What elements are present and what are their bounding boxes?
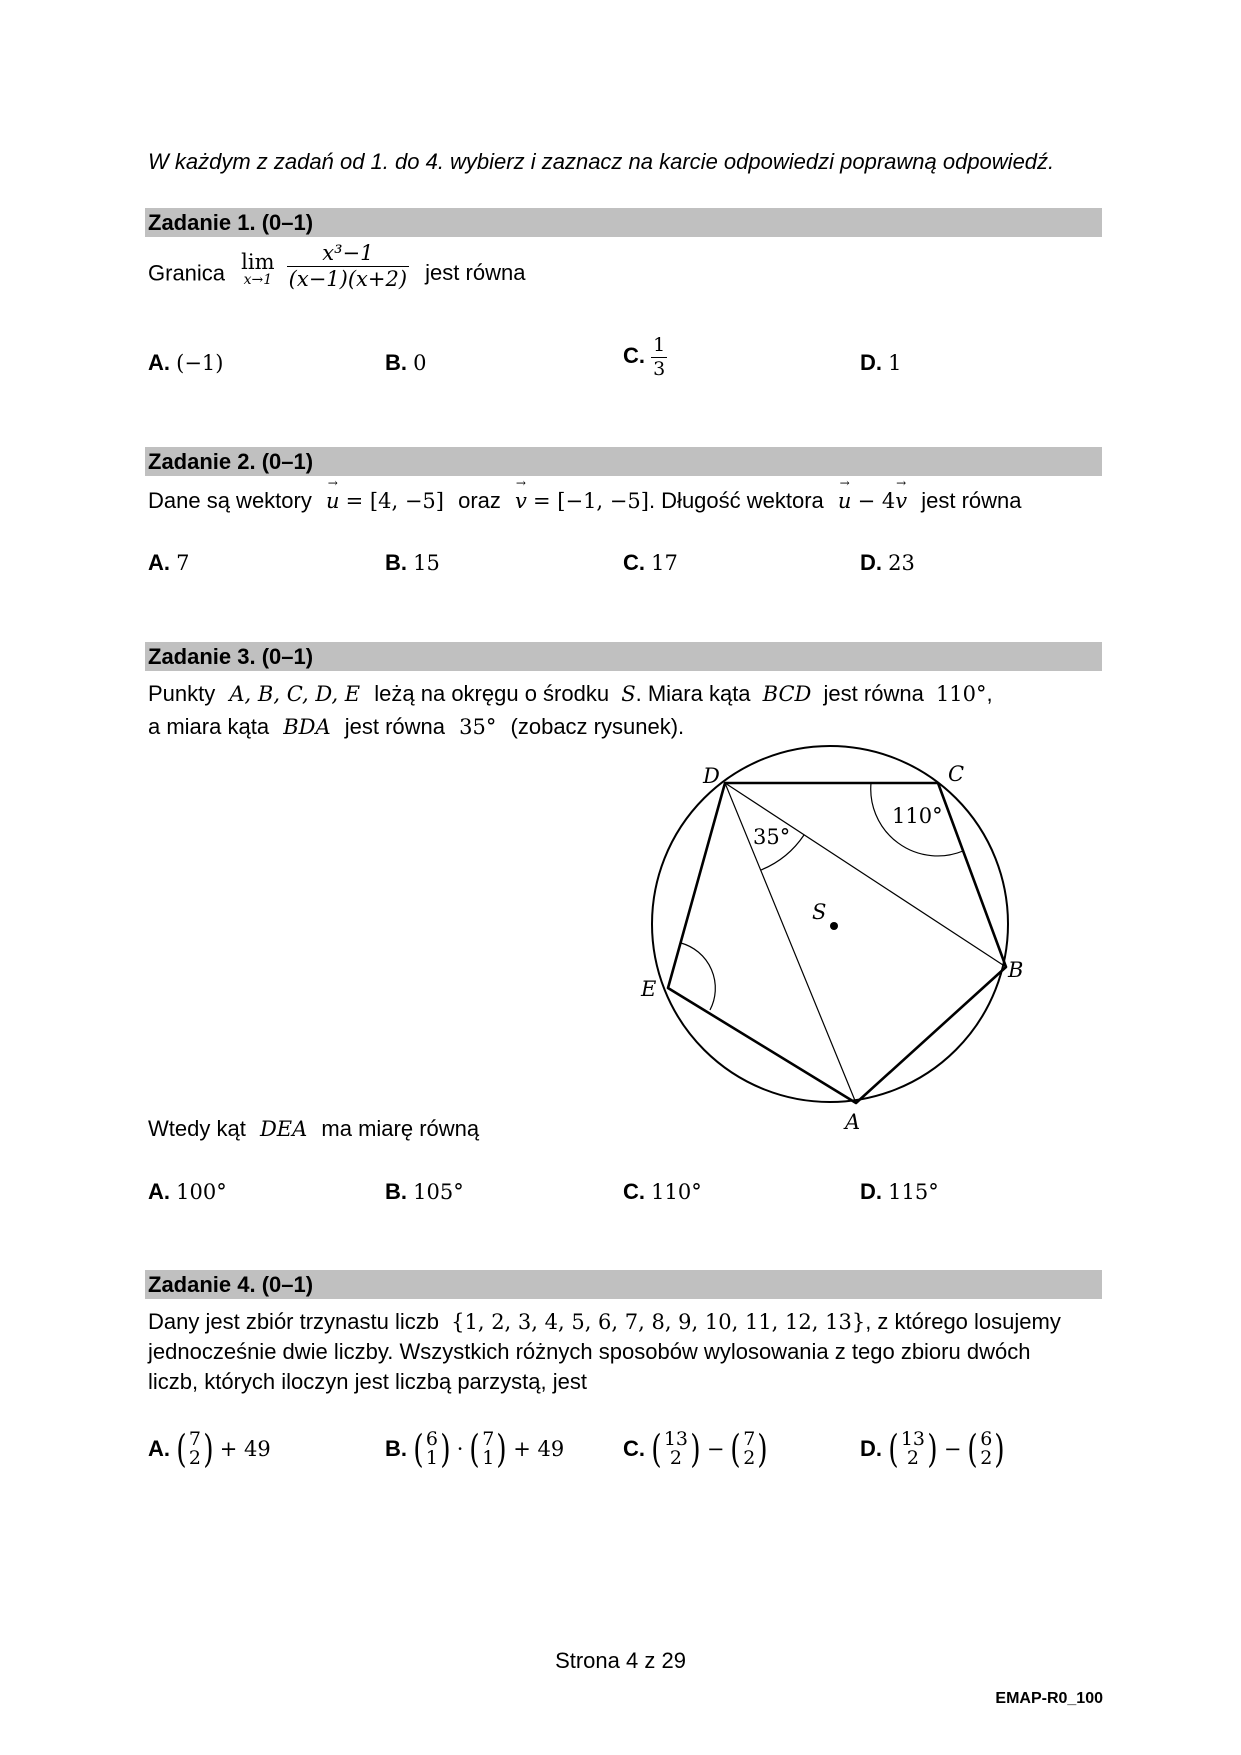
task-3-option-c: C. 110°: [623, 1179, 702, 1204]
limit-fraction: [287, 242, 409, 291]
task-1-prefix: Granica: [148, 260, 226, 286]
vector-v: v →: [515, 489, 527, 513]
vector-u-expr: u →: [838, 489, 852, 513]
task-4-option-d: D. ( 13 2 ) − ( 6 2 ): [860, 1430, 1007, 1468]
binomial: ( 7 2 ): [176, 1427, 214, 1471]
circumscribed-circle: [652, 746, 1008, 1102]
limit: [241, 252, 274, 288]
task-2-option-b: B. 15: [385, 550, 440, 575]
task-1-option-c: C. $\frac{1}{3}$: [623, 334, 666, 380]
fraction-denominator: (x−1)(x+2): [288, 267, 408, 292]
label-angle-bcd: 110°: [892, 804, 943, 828]
task-3-question: Wtedy kąt DEA ma miarę równą: [148, 1116, 480, 1141]
document-code: EMAP-R0_100: [995, 1690, 1103, 1707]
binomial: ( 6 1 ): [413, 1427, 451, 1471]
task-2-option-a: A. 7: [148, 550, 190, 575]
vector-u: u →: [326, 489, 340, 513]
task-2-header: Zadanie 2. (0–1): [145, 447, 1102, 476]
fraction-numerator: x³−1: [287, 242, 409, 267]
arc-angle-bcd: [871, 783, 963, 856]
vector-v-expr: v →: [895, 489, 907, 513]
diagonal-db: [725, 783, 1006, 967]
task-1-option-b: B. 0: [385, 350, 427, 375]
label-c: C: [948, 762, 965, 786]
label-s: S: [812, 900, 827, 924]
task-2-option-c: C. 17: [623, 550, 678, 575]
task-3-option-d: D. 115°: [860, 1179, 939, 1204]
task-4-line-3: liczb, których iloczyn jest liczbą parzystą, jest: [148, 1369, 587, 1394]
task-3-option-a: A. 100°: [148, 1179, 227, 1204]
task-3-header: Zadanie 3. (0–1): [145, 642, 1102, 671]
label-angle-bda: 35°: [753, 825, 791, 849]
task-1-text: [148, 241, 526, 299]
binomial: ( 6 2 ): [967, 1427, 1005, 1471]
pentagon-abcde: [668, 783, 1006, 1103]
task-1-option-d: D. 1: [860, 350, 902, 375]
task-2-text: Dane są wektory u → = [4, −5] oraz v → = [−1, −5]. Długość wektora u → − 4v → jest równa: [148, 488, 1022, 514]
instruction: W każdym z zadań od 1. do 4. wybierz i zaznacz na karcie odpowiedzi poprawną odpowiedź.: [148, 149, 1055, 174]
diagonal-da: [725, 783, 856, 1103]
label-a: A: [845, 1110, 861, 1134]
label-d: D: [703, 764, 720, 788]
task-4-option-c: C. ( 13 2 ) − ( 7 2 ): [623, 1430, 770, 1468]
task-1-suffix: jest równa: [425, 260, 526, 286]
arc-angle-bda: [761, 835, 804, 870]
task-3-option-b: B. 105°: [385, 1179, 464, 1204]
page-number: Strona 4 z 29: [555, 1648, 686, 1673]
task-3-line-1: Punkty A, B, C, D, E leżą na okręgu o środku S. Miara kąta BCD jest równa 110°,: [148, 681, 993, 706]
task-4-line-1: Dany jest zbiór trzynastu liczb {1, 2, 3, 4, 5, 6, 7, 8, 9, 10, 11, 12, 13}, z którego losujemy: [148, 1309, 1061, 1334]
task-4-option-b: B. ( 6 1 ) · ( 7 1 ) + 49: [385, 1427, 565, 1471]
task-4-header: Zadanie 4. (0–1): [145, 1270, 1102, 1299]
binomial: ( 13 2 ): [651, 1427, 701, 1471]
task-1-option-a: A. (−1): [148, 350, 224, 375]
label-e: E: [641, 977, 657, 1001]
label-b: B: [1008, 958, 1024, 982]
arc-angle-dea: [681, 943, 715, 1010]
lim-subscript: x→1: [243, 272, 273, 289]
lim-symbol: lim: [241, 250, 275, 275]
binomial: ( 13 2 ): [888, 1427, 938, 1471]
task-1-header: Zadanie 1. (0–1): [145, 208, 1102, 237]
task-3-line-2: a miara kąta BDA jest równa 35° (zobacz rysunek).: [148, 714, 685, 739]
center-point-s: [830, 922, 838, 930]
task-2-option-d: D. 23: [860, 550, 915, 575]
task-4-option-a: A. ( 7 2 ) + 49: [148, 1427, 271, 1471]
task-4-line-2: jednocześnie dwie liczby. Wszystkich różnych sposobów wylosowania z tego zbioru dwóch: [148, 1339, 1031, 1364]
binomial: ( 7 1 ): [469, 1427, 507, 1471]
binomial: ( 7 2 ): [730, 1427, 768, 1471]
